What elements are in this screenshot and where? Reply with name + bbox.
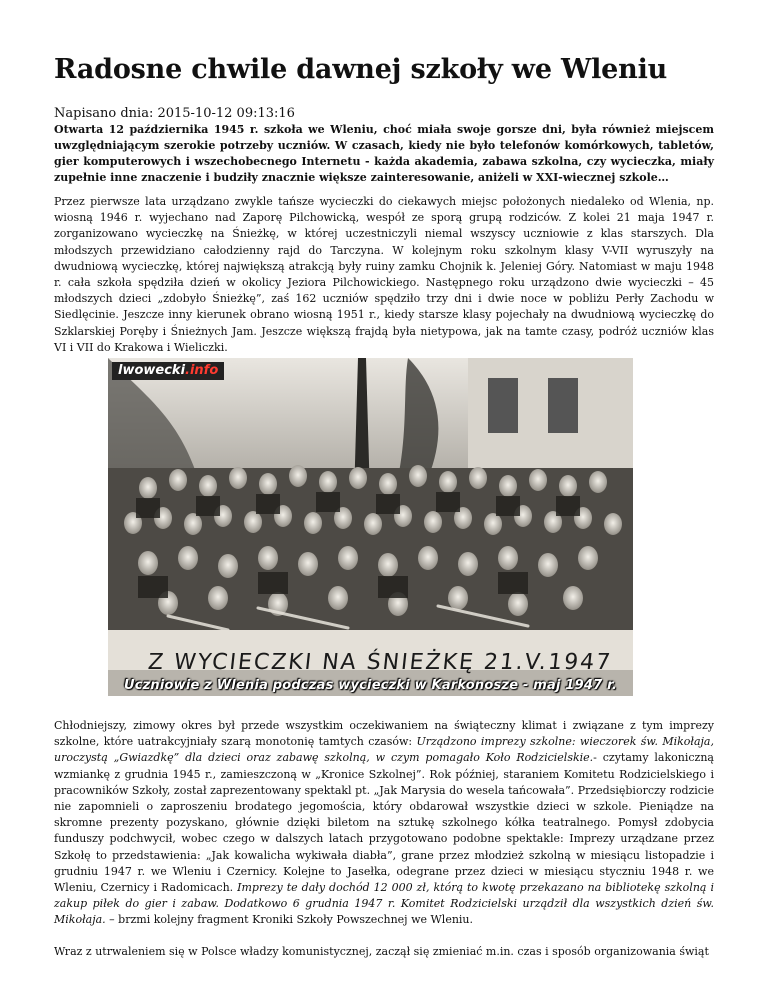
photo-handwritten-label: Z WYCIECZKI NA ŚNIEŻKĘ 21.V.1947 <box>146 650 614 675</box>
article-title: Radosne chwile dawnej szkoły we Wleniu <box>54 54 668 85</box>
historical-photo <box>108 358 633 696</box>
publish-date: Napisano dnia: 2015-10-12 09:13:16 <box>54 106 295 121</box>
photo-image <box>108 358 633 696</box>
article-lead: Otwarta 12 października 1945 r. szkoła we Wleniu, choć miała swoje gorsze dni, była również miejscem uwzględniającym szerokie potrzeby uczniów. W czasach, kiedy nie było telefonów komórkowych, tabletów, gier komputerowych i wszechobecnego Internetu - każda akademia, zabawa szkolna, czy wycieczka, miały zupełnie inne znaczenie i budziły znacznie większe zainteresowanie, aniżeli w XXI-wiecznej szkole… <box>54 123 714 184</box>
paragraph-continued: Wraz z utrwaleniem się w Polsce władzy komunistycznej, zaczął się zmieniać m.in. czas i sposób organizowania świąt <box>54 945 709 958</box>
paragraph-trips: Przez pierwsze lata urządzano zwykle tańsze wycieczki do ciekawych miejsc położonych niedaleko od Wlenia, np. wiosną 1946 r. wyjechano nad Zaporę Pilchowicką, wespół ze sporą grupą rodziców. Z kolei 21 maja 1947 r. zorganizowano wycieczkę na Śnieżkę, w której uczestniczyli niemal wszyscy uczniowie z klas starszych. Dla młodszych przewidziano całodzienny rajd do Tarczyna. W kolejnym roku szkolnym klasy V-VII wyruszyły na dwudniową wycieczkę, której największą atrakcją były ruiny zamku Chojnik k. Jeleniej Góry. Natomiast w maju 1948 r. cała szkoła spędziła dzień w okolicy Jeziora Pilchowickiego. Następnego roku urządzono dwie wycieczki – 45 młodszych dzieci „zdobyło Śnieżkę”, zaś 162 uczniów spędziło trzy dni i dwie noce w pobliżu Perły Zachodu w Siedlęcinie. Jeszcze inny kierunek obrano wiosną 1951 r., kiedy starsze klasy pojechały na dwudniową wycieczkę do Szklarskiej Poręby i Śnieżnych Jam. Jeszcze większą frajdą była nietypowa, jak na tamte czasy, podróż uczniów klas VI i VII do Krakowa i Wieliczki. <box>54 195 714 354</box>
photo-caption: Uczniowie z Wlenia podczas wycieczki w Karkonosze - maj 1947 r. <box>124 678 617 693</box>
paragraph-events: Chłodniejszy, zimowy okres był przede wszystkim oczekiwaniem na świąteczny klimat i związane z tym imprezy szkolne, które uatrakcyjniały szarą monotonię tamtych czasów: Urządzono imprezy szkolne: wieczorek św. Mikołaja, uroczystą „Gwiazdkę” dla dzieci oraz zabawę szkolną, w czym pomagało Koło Rodzicielskie.- czytamy lakoniczną wzmiankę z grudnia 1945 r., zamieszczoną w „Kronice Szkolnej”. Rok później, staraniem Komitetu Rodzicielskiego i pracowników Szkoły, został zaprezentowany spektakl pt. „Jak Marysia do wesela tańcowała”. Przedsiębiorczy rodzicie nie zapomnieli o zaproszeniu brodatego jegomościa, który obdarował wszystkie dzieci w szkole. Pieniądze na skromne prezenty pozyskano, głównie dzięki biletom na sztukę szkolnego kółka teatralnego. Pomysł zdobycia funduszy podchwycił, wobec czego w dalszych latach przygotowano podobne spektakle: Imprezy urządzane przez Szkołę to przedstawienia: „Jak kowalicha wykiwała diabła”, grane przez młodzież szkolną w miesiącu listopadzie i grudniu 1947 r. we Wleniu i Czernicy. Kolejne to Jasełka, odegrane przez dzieci w miesiącu styczniu 1948 r. we Wleniu, Czernicy i Radomicach. Imprezy te dały dochód 12 000 zł, którą to kwotę przekazano na bibliotekę szkolną i zakup piłek do gier i zabaw. Dodatkowo 6 grudnia 1947 r. Komitet Rodzicielski urządził dla wszystkich dzień św. Mikołaja. – brzmi kolejny fragment Kroniki Szkoły Powszechnej we Wleniu. <box>54 719 714 927</box>
site-logo: lwowecki.info <box>112 362 224 380</box>
